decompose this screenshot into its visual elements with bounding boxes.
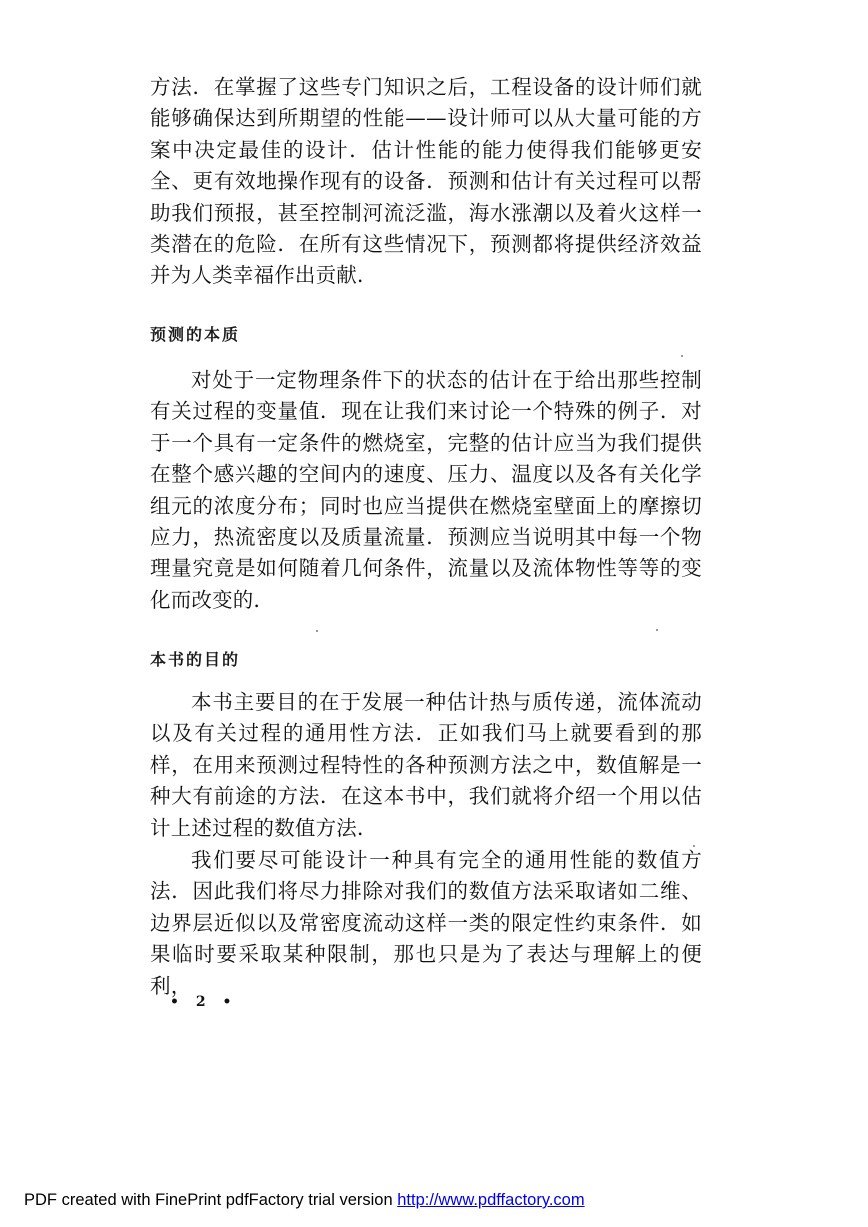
page-number: • 2 •: [170, 994, 238, 1010]
section-heading-purpose: 本书的目的: [150, 650, 241, 669]
section-heading-nature: 预测的本质: [150, 325, 241, 344]
footer-prefix-text: PDF created with FinePrint pdfFactory trial version: [24, 1191, 398, 1209]
scan-speck: [681, 355, 683, 357]
intro-paragraph: 方法．在掌握了这些专门知识之后，工程设备的设计师们就能够确保达到所期望的性能——设计师可以从大量可能的方案中决定最佳的设计．估计性能的能力使得我们能够更安全、更有效地操作现有的设备．预测和估计有关过程可以帮助我们预报，甚至控制河流泛滥，海水涨潮以及着火这样一类潜在的危险．在所有这些情况下，预测都将提供经济效益并为人类幸福作出贡献．: [150, 75, 702, 288]
scan-speck: [656, 629, 658, 631]
scan-speck: [316, 630, 318, 632]
purpose-paragraph-1: 本书主要目的在于发展一种估计热与质传递，流体流动以及有关过程的通用性方法．正如我们马上就要看到的那样，在用来预测过程特性的各种预测方法之中，数值解是一种大有前途的方法．在这本书中，我们就将介绍一个用以估计上述过程的数值方法．: [150, 690, 702, 840]
pdffactory-link[interactable]: http://www.pdffactory.com: [397, 1191, 585, 1209]
scan-speck: [693, 845, 695, 847]
nature-paragraph: 对处于一定物理条件下的状态的估计在于给出那些控制有关过程的变量值．现在让我们来讨论一个特殊的例子．对于一个具有一定条件的燃烧室，完整的估计应当为我们提供在整个感兴趣的空间内的速度、压力、温度以及各有关化学组元的浓度分布；同时也应当提供在燃烧室壁面上的摩擦切应力，热流密度以及质量流量．预测应当说明其中每一个物理量究竟是如何随着几何条件，流量以及流体物性等等的变化而改变的．: [150, 368, 702, 612]
pdf-footer: [24, 1191, 585, 1210]
purpose-paragraph-2: 我们要尽可能设计一种具有完全的通用性能的数值方法．因此我们将尽力排除对我们的数值方法采取诸如二维、边界层近似以及常密度流动这样一类的限定性约束条件．如果临时要采取某种限制，那也只是为了表达与理解上的便利，: [150, 848, 702, 998]
